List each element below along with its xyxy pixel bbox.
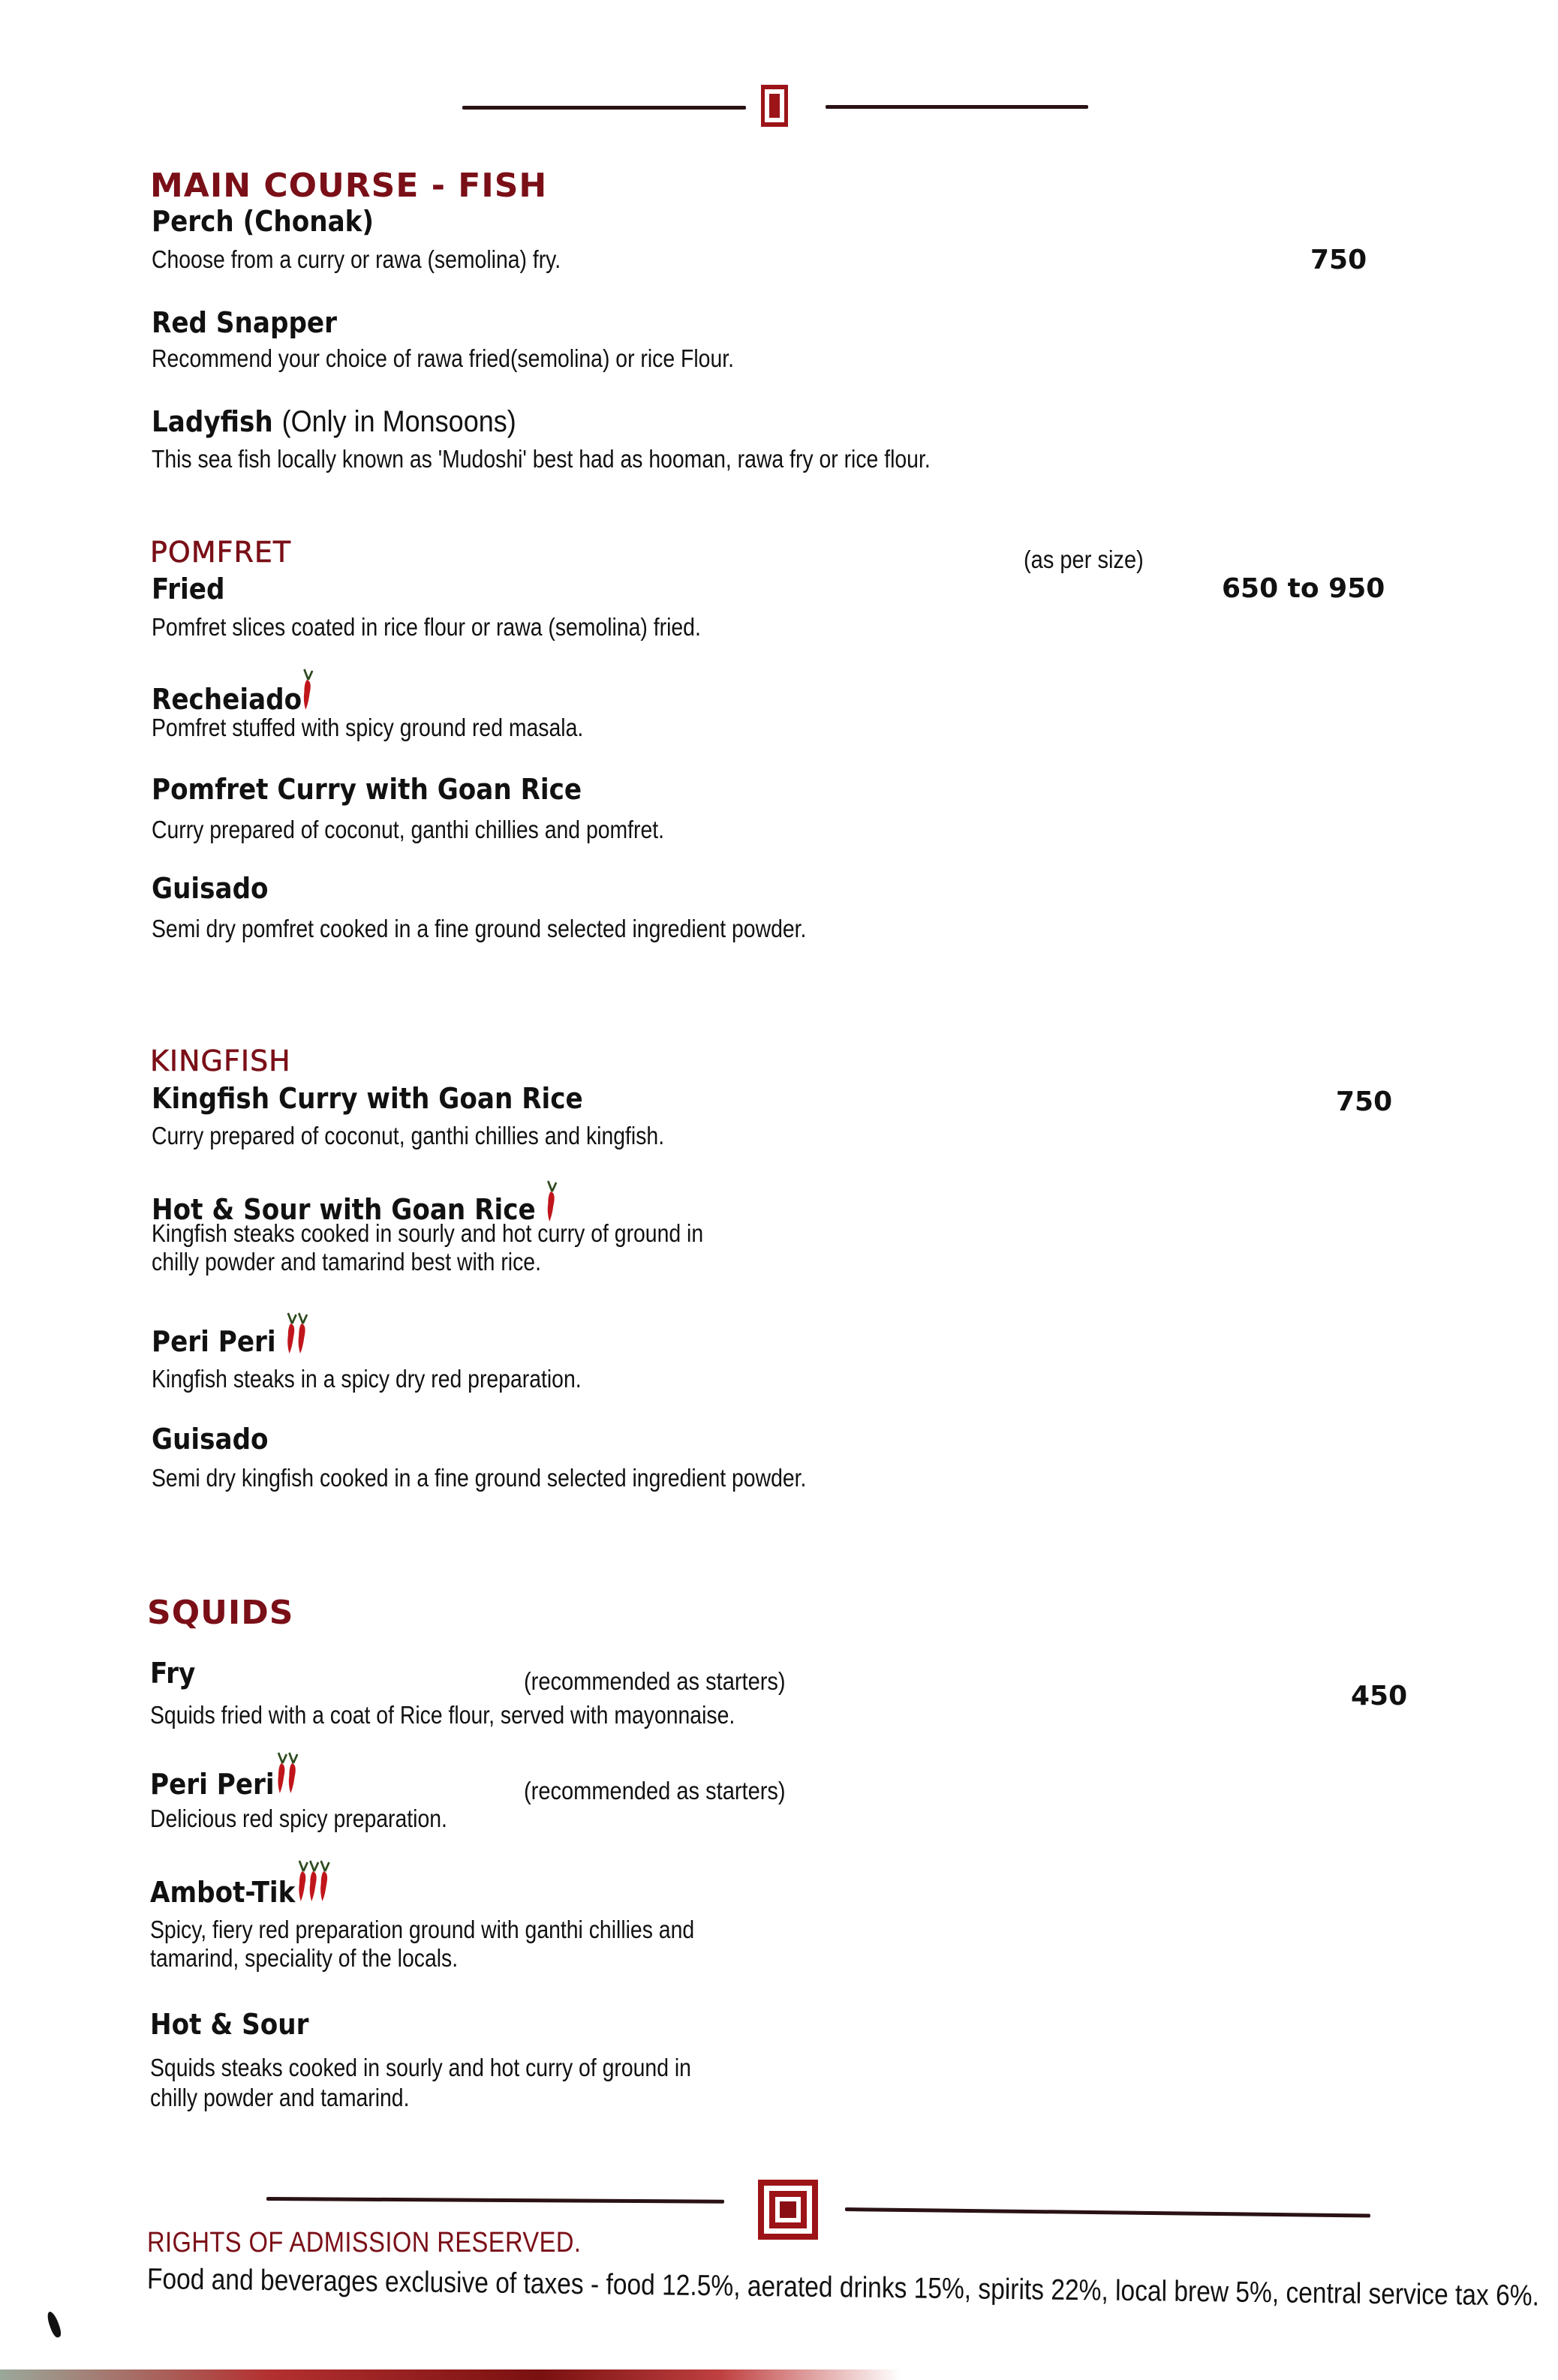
- item-name-ladyfish: [152, 405, 516, 439]
- item-name-text: Pomfret Curry with Goan Rice: [152, 773, 582, 806]
- item-desc-kingfish-hot-sour-line1: Kingfish steaks cooked in sourly and hot curry of ground in: [152, 1219, 704, 1247]
- red-chilli-icon: [296, 1312, 310, 1355]
- item-name-text: Fry: [150, 1657, 196, 1690]
- price-note-as-per-size: (as per size): [1024, 545, 1144, 573]
- red-chilli-icon: [287, 1751, 300, 1795]
- item-name-text: Hot & Sour with Goan Rice: [152, 1193, 536, 1226]
- item-name-squid-peri-peri: [150, 1757, 297, 1801]
- section-title-kingfish: KINGFISH: [150, 1044, 291, 1077]
- item-name-kingfish-peri-peri: [152, 1315, 307, 1358]
- bottom-divider-right-line: [845, 2207, 1370, 2218]
- item-desc-pomfret-guisado: Semi dry pomfret cooked in a fine ground selected ingredient powder.: [152, 915, 807, 942]
- section-title-squids: SQUIDS: [147, 1594, 294, 1632]
- price-squids: 450: [1351, 1681, 1408, 1711]
- item-desc-pomfret-fried: Pomfret slices coated in rice flour or rawa (semolina) fried.: [152, 613, 701, 641]
- item-desc-kingfish-guisado: Semi dry kingfish cooked in a fine ground selected ingredient powder.: [152, 1464, 807, 1492]
- item-desc-squid-peri-peri: Delicious red spicy preparation.: [150, 1805, 447, 1832]
- section-title-main-course-fish: MAIN COURSE - FISH: [150, 167, 548, 205]
- item-name-text: Recheiado: [152, 683, 302, 716]
- item-name-text: Fried: [152, 572, 225, 606]
- red-chilli-icon: [545, 1179, 558, 1223]
- item-name-text: Ambot-Tik: [150, 1876, 296, 1909]
- item-desc-ambot-tik-line2: tamarind, speciality of the locals.: [150, 1944, 459, 1972]
- spice-level-1: [545, 1179, 555, 1223]
- red-chilli-icon: [318, 1859, 332, 1903]
- rights-of-admission-text: RIGHTS OF ADMISSION RESERVED.: [147, 2227, 582, 2258]
- item-desc-red-snapper: Recommend your choice of rawa fried(semolina) or rice Flour.: [152, 344, 735, 372]
- section-title-pomfret: POMFRET: [150, 536, 292, 569]
- item-name-text: Guisado: [152, 872, 269, 905]
- red-chilli-icon: [302, 668, 315, 711]
- item-name-perch: [152, 205, 374, 238]
- item-name-pomfret-guisado: [152, 872, 269, 905]
- item-name-pomfret-fried: [152, 572, 224, 606]
- price-main-course-fish: 750: [1310, 245, 1367, 275]
- top-divider-left-line: [462, 106, 746, 110]
- item-name-text: Kingfish Curry with Goan Rice: [152, 1082, 583, 1115]
- top-divider-right-line: [826, 105, 1088, 109]
- item-name-text: Peri Peri: [150, 1768, 275, 1801]
- item-desc-squid-hot-sour-line2: chilly powder and tamarind.: [150, 2084, 410, 2111]
- spice-level-2: [285, 1312, 307, 1355]
- item-name-squid-hot-sour: [150, 2008, 308, 2041]
- item-desc-recheiado: Pomfret stuffed with spicy ground red masala.: [152, 714, 584, 741]
- item-name-text: Hot & Sour: [150, 2008, 309, 2041]
- item-name-text: Peri Peri: [152, 1325, 276, 1358]
- spice-level-2: [275, 1751, 297, 1795]
- tax-disclaimer-text: Food and beverages exclusive of taxes - food 12.5%, aerated drinks 15%, spirits 22%, local brew 5%, central service tax 6%.: [146, 2263, 1540, 2312]
- note-recommended-starters-peri-peri: (recommended as starters): [524, 1777, 786, 1805]
- item-desc-kingfish-curry: Curry prepared of coconut, ganthi chillies and kingfish.: [152, 1122, 665, 1149]
- item-desc-squid-fry: Squids fried with a coat of Rice flour, served with mayonnaise.: [150, 1701, 735, 1729]
- top-divider-ornament-icon: [761, 85, 788, 127]
- item-desc-perch: Choose from a curry or rawa (semolina) fry.: [152, 245, 561, 273]
- item-name-text: Perch (Chonak): [152, 205, 374, 238]
- spice-level-1: [302, 668, 312, 711]
- item-name-text: Ladyfish: [152, 405, 273, 438]
- item-name-ambot-tik: [150, 1865, 329, 1909]
- item-name-kingfish-guisado: [152, 1423, 269, 1456]
- item-desc-ambot-tik-line1: Spicy, fiery red preparation ground with ganthi chillies and: [150, 1916, 695, 1943]
- item-name-red-snapper: [152, 306, 337, 339]
- bottom-divider-ornament-icon: [758, 2180, 818, 2240]
- item-name-text: Guisado: [152, 1423, 269, 1456]
- ink-smudge: [45, 2310, 63, 2339]
- item-name-recheiado: [152, 672, 313, 716]
- item-desc-pomfret-curry: Curry prepared of coconut, ganthi chillies and pomfret.: [152, 816, 665, 843]
- item-name-kingfish-curry: [152, 1082, 583, 1115]
- page-bottom-edge: [0, 2369, 901, 2380]
- item-desc-kingfish-peri-peri: Kingfish steaks in a spicy dry red preparation.: [152, 1365, 582, 1393]
- spice-level-3: [296, 1859, 329, 1903]
- item-name-squid-fry: [150, 1657, 195, 1690]
- item-desc-kingfish-hot-sour-line2: chilly powder and tamarind best with rice.: [152, 1248, 541, 1276]
- item-name-suffix: (Only in Monsoons): [281, 405, 516, 438]
- note-recommended-starters-fry: (recommended as starters): [524, 1667, 786, 1695]
- item-name-pomfret-curry: [152, 773, 582, 806]
- price-kingfish: 750: [1336, 1086, 1393, 1117]
- price-pomfret: 650 to 950: [1222, 573, 1385, 604]
- item-desc-squid-hot-sour-line1: Squids steaks cooked in sourly and hot curry of ground in: [150, 2054, 691, 2081]
- item-name-text: Red Snapper: [152, 306, 338, 339]
- bottom-divider-left-line: [266, 2197, 724, 2204]
- item-desc-ladyfish: This sea fish locally known as 'Mudoshi' best had as hooman, rawa fry or rice flour.: [152, 445, 931, 473]
